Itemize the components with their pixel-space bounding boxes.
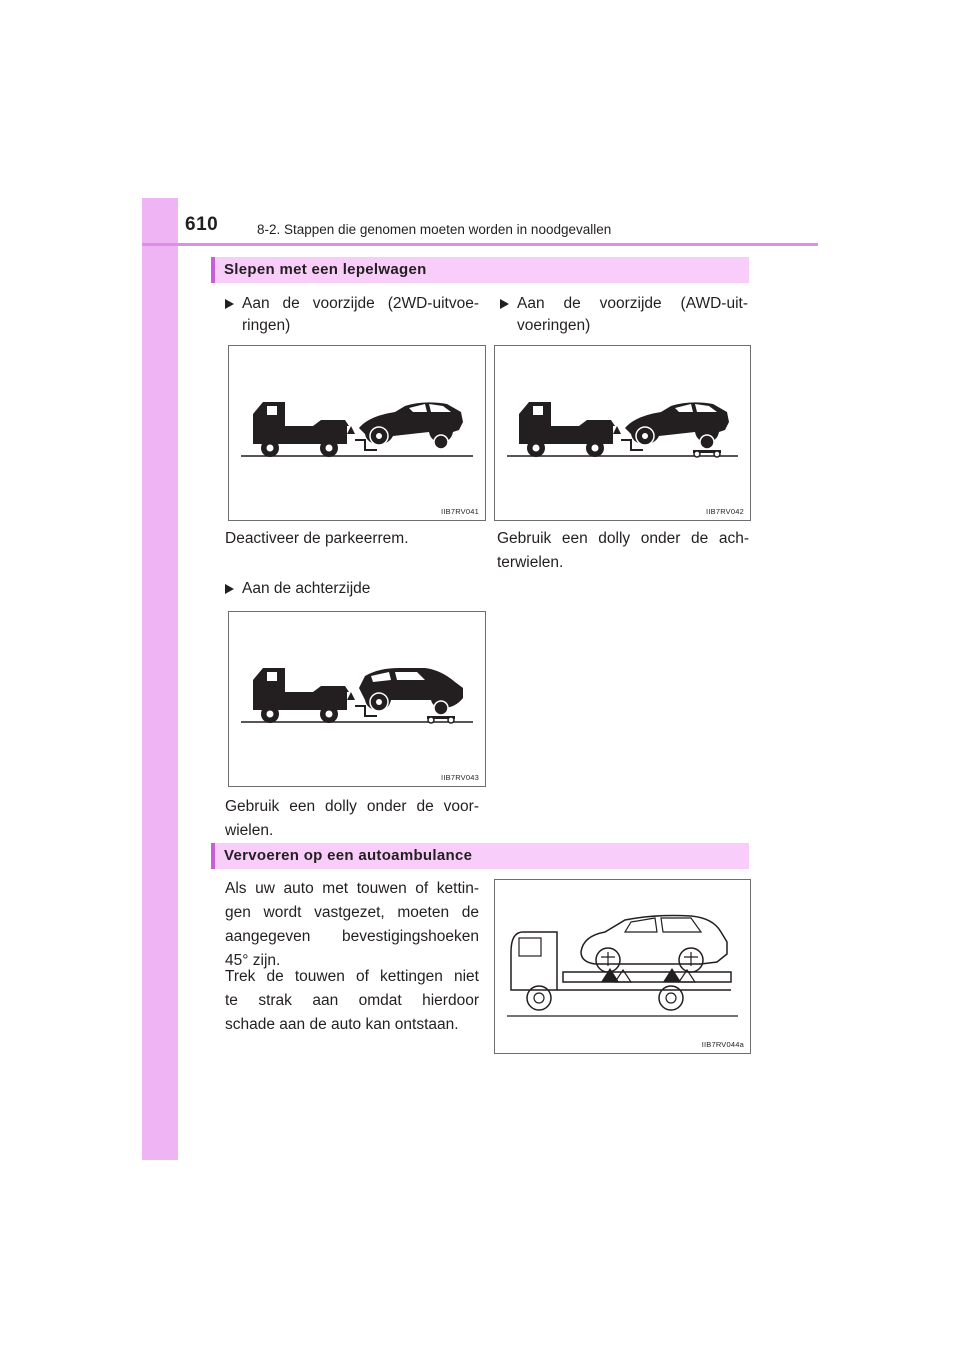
section-heading-label: Slepen met een lepelwagen <box>224 261 427 278</box>
section-heading-towing <box>211 257 749 283</box>
figure-code: IIB7RV043 <box>441 773 479 782</box>
bullet-front-2wd <box>225 293 479 337</box>
tow-truck-rear-illustration <box>229 612 485 786</box>
caption-front-awd-line2: terwielen. <box>497 554 564 571</box>
caption-rear-line1: Gebruik een dolly onder de voor- <box>225 798 479 815</box>
section-header-title: 8-2. Stappen die genomen moeten worden in noodgevallen <box>257 222 612 237</box>
bullet-rear <box>225 578 479 600</box>
bullet-text-line1: Aan de voorzijde (AWD-uit- <box>517 295 748 312</box>
figure-code: IIB7RV042 <box>706 507 744 516</box>
car-carrier-illustration <box>495 880 750 1053</box>
bullet-arrow-icon <box>500 299 509 309</box>
section-heading-label: Vervoeren op een autoambulance <box>224 847 473 864</box>
figure-tow-rear <box>228 611 486 787</box>
bullet-front-awd <box>500 293 748 337</box>
paragraph-line: schade aan de auto kan ontstaan. <box>225 1016 459 1033</box>
paragraph-line: gen wordt vastgezet, moeten de <box>225 904 479 921</box>
header-divider <box>142 243 818 246</box>
bullet-text: Aan de achterzijde <box>242 580 371 597</box>
chapter-sidebar-tab <box>142 198 178 1160</box>
paragraph-line: 45° zijn. <box>225 952 281 969</box>
paragraph-line: Trek de touwen of kettingen niet <box>225 968 479 985</box>
tow-truck-front-2wd-illustration <box>229 346 485 520</box>
section-heading-accent <box>211 257 215 283</box>
figure-code: IIB7RV041 <box>441 507 479 516</box>
figure-tow-front-2wd <box>228 345 486 521</box>
paragraph-tension-warning <box>225 965 479 1037</box>
caption-front-awd-line1: Gebruik een dolly onder de ach- <box>497 530 749 547</box>
bullet-text-line2: voeringen) <box>517 317 591 334</box>
caption-rear-line2: wielen. <box>225 822 274 839</box>
tow-truck-front-awd-illustration <box>495 346 750 520</box>
bullet-text-line2: ringen) <box>242 317 291 334</box>
bullet-arrow-icon <box>225 299 234 309</box>
paragraph-line: te strak aan omdat hierdoor <box>225 992 479 1009</box>
figure-car-carrier <box>494 879 751 1054</box>
section-heading-car-carrier <box>211 843 749 869</box>
paragraph-line: Als uw auto met touwen of kettin- <box>225 880 479 897</box>
paragraph-line: aangegeven bevestigingshoeken <box>225 928 479 945</box>
bullet-arrow-icon <box>225 584 234 594</box>
paragraph-tie-down-angle <box>225 877 479 973</box>
section-heading-accent <box>211 843 215 869</box>
page-number: 610 <box>185 214 219 235</box>
bullet-text-line1: Aan de voorzijde (2WD-uitvoe- <box>242 295 479 312</box>
figure-tow-front-awd <box>494 345 751 521</box>
figure-code: IIB7RV044a <box>701 1040 744 1049</box>
caption-front-2wd: Deactiveer de parkeerrem. <box>225 530 409 547</box>
